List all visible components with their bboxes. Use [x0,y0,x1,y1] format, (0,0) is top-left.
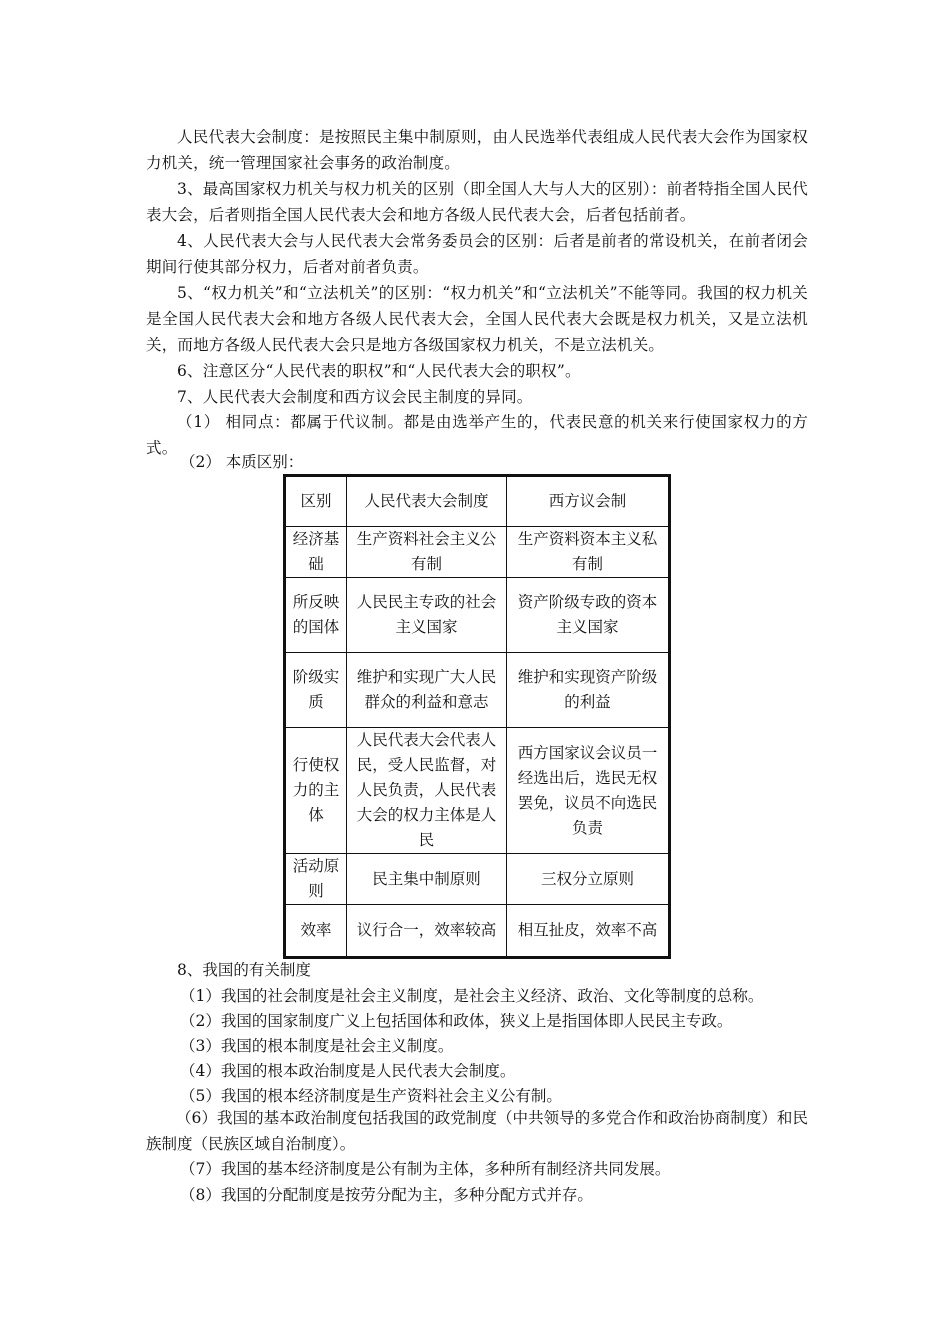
list-item: （2）我国的国家制度广义上包括国体和政体，狭义上是指国体即人民民主专政。 [180,1012,733,1030]
table-row [285,854,670,905]
paragraph-point-3: 3、最高国家权力机关与权力机关的区别（即全国人大与人大的区别）：前者特指全国人民代表大会，后者则指全国人民代表大会和地方各级人民代表大会，后者包括前者。 [146,180,808,224]
paragraph-point-6: 6、注意区分“人民代表的职权”和“人民代表大会的职权”。 [177,362,581,380]
table-cell: 相互扯皮，效率不高 [507,905,670,958]
paragraph-point-4: 4、人民代表大会与人民代表大会常务委员会的区别：后者是前者的常设机关，在前者闭会期间行使其部分权力，后者对前者负责。 [146,232,808,276]
table-row [285,905,670,958]
table-row [285,653,670,728]
paragraph-point-5: 5、“权力机关”和“立法机关”的区别：“权力机关”和“立法机关”不能等同。我国的权力机关是全国人民代表大会和地方各级人民代表大会，全国人民代表大会既是权力机关，又是立法机关，而地方各级人民代表大会只是地方各级国家权力机关，不是立法机关。 [146,284,808,354]
table-cell: 资产阶级专政的资本主义国家 [507,578,670,653]
section-8-title: 8、我国的有关制度 [177,961,311,979]
table-row [285,527,670,578]
list-item: （4）我国的根本政治制度是人民代表大会制度。 [180,1062,516,1080]
table-header-cell: 西方议会制 [507,476,670,527]
table-cell: 阶级实质 [285,653,347,728]
table-row [285,728,670,854]
list-item: （7）我国的基本经济制度是公有制为主体，多种所有制经济共同发展。 [180,1160,671,1178]
paragraph-point-7: 7、人民代表大会制度和西方议会民主制度的异同。 [177,388,533,406]
table-cell: 西方国家议会议员一经选出后，选民无权罢免，议员不向选民负责 [507,728,670,854]
table-cell: 人民代表大会代表人民，受人民监督，对人民负责，人民代表大会的权力主体是人民 [347,728,507,854]
table-cell: 三权分立原则 [507,854,670,905]
table-cell: 经济基础 [285,527,347,578]
list-item: （6）我国的基本政治制度包括我国的政党制度（中共领导的多党合作和政治协商制度）和民族制度（民族区域自治制度）。 [146,1109,808,1153]
list-item: （3）我国的根本制度是社会主义制度。 [180,1037,454,1055]
comparison-table [283,474,671,959]
paragraph-similarity: （1） 相同点：都属于代议制。都是由选举产生的，代表民意的机关来行使国家权力的方式。 [146,413,808,457]
table-cell: 民主集中制原则 [347,854,507,905]
table-cell: 人民民主专政的社会主义国家 [347,578,507,653]
table-header-cell: 人民代表大会制度 [347,476,507,527]
table-header-cell: 区别 [285,476,347,527]
list-item: （1）我国的社会制度是社会主义制度，是社会主义经济、政治、文化等制度的总称。 [180,987,764,1005]
list-item: （5）我国的根本经济制度是生产资料社会主义公有制。 [180,1087,562,1105]
subheading-essential-difference: （2） 本质区别： [180,453,304,471]
table-cell: 生产资料资本主义私有制 [507,527,670,578]
table-cell: 生产资料社会主义公有制 [347,527,507,578]
table-cell: 所反映的国体 [285,578,347,653]
table-cell: 效率 [285,905,347,958]
table-cell: 维护和实现资产阶级的利益 [507,653,670,728]
paragraph-npc-definition: 人民代表大会制度：是按照民主集中制原则，由人民选举代表组成人民代表大会作为国家权力机关，统一管理国家社会事务的政治制度。 [146,128,808,172]
table-cell: 维护和实现广大人民群众的利益和意志 [347,653,507,728]
table-cell: 活动原则 [285,854,347,905]
table-cell: 议行合一，效率较高 [347,905,507,958]
list-item: （8）我国的分配制度是按劳分配为主，多种分配方式并存。 [180,1186,593,1204]
table-header-row [285,476,670,527]
table-cell: 行使权力的主体 [285,728,347,854]
table-row [285,578,670,653]
